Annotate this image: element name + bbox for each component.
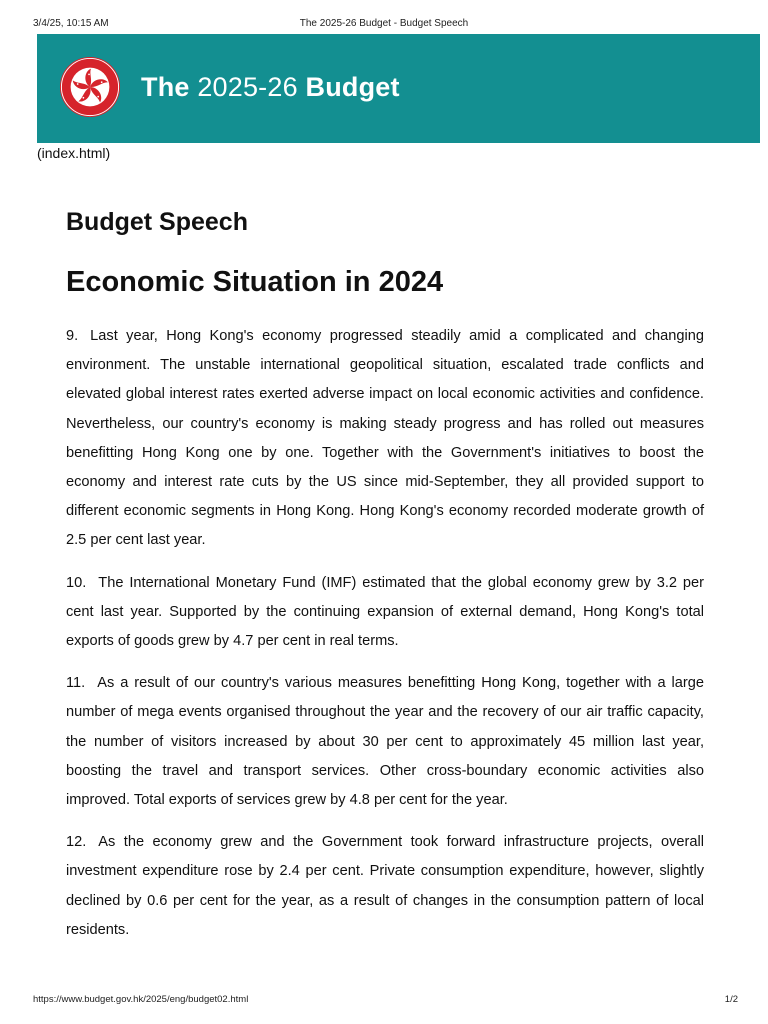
speech-paragraphs <box>66 322 704 958</box>
banner-title <box>141 72 400 103</box>
print-header <box>0 0 768 30</box>
paragraph-text: As a result of our country's various measures benefitting Hong Kong, together with a large number of mega events organised throughout the year and the recovery of our air traffic capacity, the number of visitors increased by about 30 per cent to approximately 45 million last year, boosting the travel and transport services. Other cross-boundary economic activities also improved. Total exports of services grew by 4.8 per cent for the year. <box>66 675 704 809</box>
paragraph-text: Last year, Hong Kong's economy progressed steadily amid a complicated and changing environment. The unstable international geopolitical situation, escalated trade conflicts and elevated global interest rates exerted adverse impact on local economic activities and confidence. Nevertheless, our country's economy is making steady progress and has rolled out measures benefitting Hong Kong one by one. Together with the Government's initiatives to boost the economy and interest rate cuts by the US since mid-September, they all provided support to different economic segments in Hong Kong. Hong Kong's economy recorded moderate growth of 2.5 per cent last year. <box>66 328 704 549</box>
print-page-title: The 2025-26 Budget - Budget Speech <box>299 18 469 29</box>
paragraph-number: 10. <box>66 574 87 591</box>
paragraph-text: The International Monetary Fund (IMF) estimated that the global economy grew by 3.2 per cent last year. Supported by the continuing expansion of external demand, Hong Kong's total exports of goods grew by 4.7 per cent in real terms. <box>66 574 704 650</box>
paragraph-number: 9. <box>66 328 79 344</box>
print-footer <box>0 994 768 1014</box>
paragraph-number: 12. <box>66 834 87 851</box>
banner-title-budget: Budget <box>305 72 400 102</box>
print-url: https://www.budget.gov.hk/2025/eng/budget02.html <box>33 994 249 1005</box>
budget-banner <box>37 34 760 143</box>
paragraph-9 <box>66 322 704 556</box>
paragraph-text: As the economy grew and the Government took forward infrastructure projects, overall investment expenditure rose by 2.4 per cent. Private consumption expenditure, however, slightly declined by 0.6 per cent for the year, as a result of changes in the consumption pattern of local residents. <box>66 834 704 938</box>
index-link[interactable]: (index.html) <box>37 145 111 161</box>
paragraph-number: 11. <box>66 675 86 692</box>
banner-title-year: 2025-26 <box>197 72 298 102</box>
paragraph-11 <box>66 669 704 815</box>
print-datetime: 3/4/25, 10:15 AM <box>33 18 109 29</box>
banner-title-the: The <box>141 72 190 102</box>
hong-kong-emblem-icon <box>59 56 121 118</box>
section-label: Budget Speech <box>66 208 248 236</box>
print-page-number: 1/2 <box>724 994 738 1005</box>
paragraph-12 <box>66 828 704 945</box>
page-heading: Economic Situation in 2024 <box>66 266 444 298</box>
paragraph-10 <box>66 569 704 657</box>
